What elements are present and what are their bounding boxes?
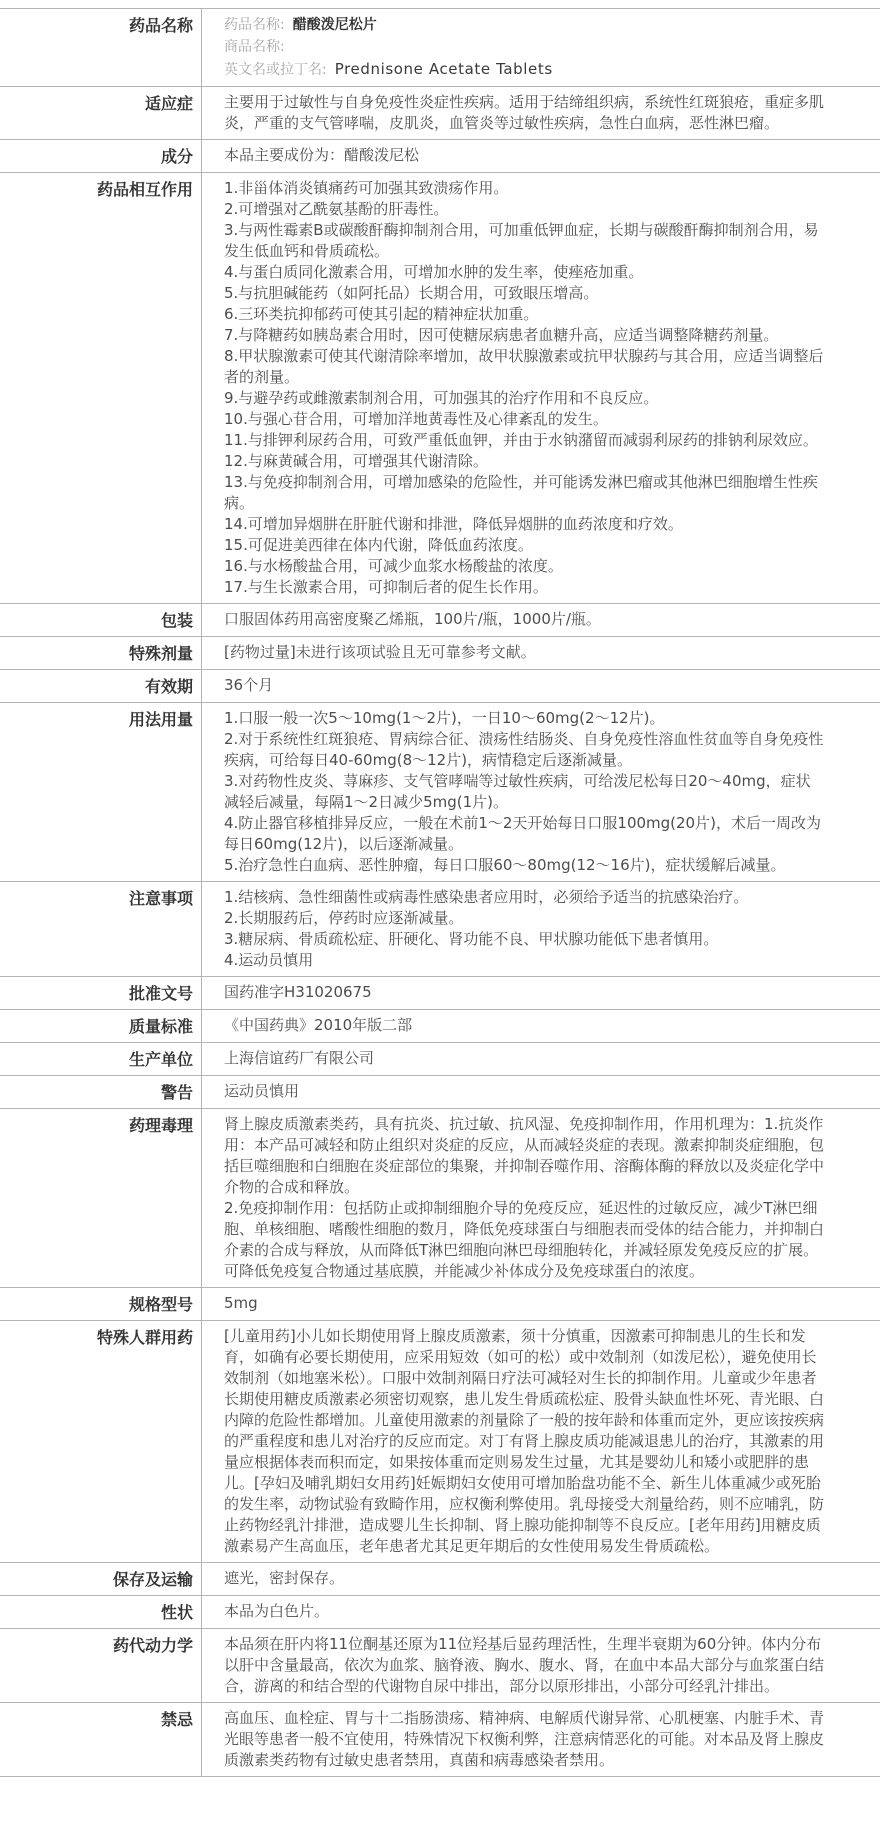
row-label: 适应症 — [0, 87, 202, 139]
content-paragraph: 3.对药物性皮炎、荨麻疹、支气管哮喘等过敏性疾病，可给泼尼松每日20～40mg，症状减轻后减量，每隔1～2日减少5mg(1片)。 — [224, 772, 811, 811]
content-paragraph: 1.结核病、急性细菌性或病毒性感染患者应用时，必须给予适当的抗感染治疗。 — [224, 888, 749, 906]
row-content — [202, 703, 880, 881]
row-label: 药代动力学 — [0, 1629, 202, 1702]
content-paragraph: 3.糖尿病、骨质疏松症、肝硬化、肾功能不良、甲状腺功能低下患者慎用。 — [224, 930, 719, 948]
row-label: 质量标准 — [0, 1010, 202, 1042]
content-paragraph: 36个月 — [224, 676, 274, 694]
row-drug-interactions — [0, 173, 880, 604]
row-content — [202, 977, 880, 1008]
row-usage-dosage — [0, 703, 880, 882]
content-paragraph: 10.与强心苷合用，可增加洋地黄毒性及心律紊乱的发生。 — [224, 410, 608, 428]
content-paragraph: 4.运动员慎用 — [224, 951, 314, 969]
row-label: 有效期 — [0, 670, 202, 702]
content-paragraph: 13.与免疫抑制剂合用，可增加感染的危险性，并可能诱发淋巴瘤或其他淋巴细胞增生性疾病。 — [224, 473, 818, 512]
row-label: 保存及运输 — [0, 1563, 202, 1595]
row-approval-number — [0, 977, 880, 1010]
trade-name-line — [224, 36, 825, 58]
field-value-english-name: Prednisone Acetate Tablets — [334, 60, 553, 78]
row-content — [202, 1629, 880, 1702]
content-paragraph: 7.与降糖药如胰岛素合用时，因可使糖尿病患者血糖升高，应适当调整降糖药剂量。 — [224, 326, 779, 344]
content-paragraph: 8.甲状腺激素可使其代谢清除率增加，故甲状腺激素或抗甲状腺药与其合用，应适当调整后者的剂量。 — [224, 347, 824, 386]
content-paragraph: 口服固体药用高密度聚乙烯瓶，100片/瓶，1000片/瓶。 — [224, 610, 601, 628]
row-content — [202, 1076, 880, 1107]
row-label: 生产单位 — [0, 1043, 202, 1075]
content-paragraph: 5.治疗急性白血病、恶性肿瘤，每日口服60～80mg(12～16片)，症状缓解后减量。 — [224, 856, 786, 874]
row-label: 药品相互作用 — [0, 173, 202, 603]
row-content — [202, 87, 880, 139]
row-components — [0, 140, 880, 173]
content-paragraph: 5.与抗胆碱能药（如阿托品）长期合用，可致眼压增高。 — [224, 284, 599, 302]
content-paragraph: 15.可促进美西律在体内代谢，降低血药浓度。 — [224, 536, 533, 554]
row-content — [202, 1703, 880, 1776]
content-paragraph: 5mg — [224, 1294, 258, 1312]
content-paragraph: 运动员慎用 — [224, 1082, 300, 1100]
content-paragraph: 16.与水杨酸盐合用，可减少血浆水杨酸盐的浓度。 — [224, 557, 563, 575]
row-label: 特殊人群用药 — [0, 1321, 202, 1562]
content-paragraph: 6.三环类抗抑郁药可使其引起的精神症状加重。 — [224, 305, 539, 323]
content-paragraph: 《中国药典》2010年版二部 — [224, 1016, 413, 1034]
content-paragraph: 主要用于过敏性与自身免疫性炎症性疾病。适用于结缔组织病，系统性红斑狼疮，重症多肌炎，严重的支气管哮喘，皮肌炎，血管炎等过敏性疾病，急性白血病，恶性淋巴瘤。 — [224, 93, 825, 132]
row-content — [202, 637, 880, 668]
row-storage-transport — [0, 1563, 880, 1596]
row-description — [0, 1596, 880, 1629]
row-label: 药品名称 — [0, 9, 202, 86]
row-label: 禁忌 — [0, 1703, 202, 1776]
content-paragraph: [药物过量]未进行该项试验且无可靠参考文献。 — [224, 643, 536, 661]
content-paragraph: 3.与两性霉素B或碳酸酐酶抑制剂合用，可加重低钾血症，长期与碳酸酐酶抑制剂合用，易发生低血钙和骨质疏松。 — [224, 221, 819, 260]
row-special-populations — [0, 1321, 880, 1563]
row-warning — [0, 1076, 880, 1109]
row-content — [202, 1010, 880, 1041]
content-paragraph: 1.非甾体消炎镇痛药可加强其致溃疡作用。 — [224, 179, 509, 197]
content-paragraph: 本品为白色片。 — [224, 1602, 330, 1620]
row-content — [202, 1043, 880, 1074]
content-paragraph: 4.与蛋白质同化激素合用，可增加水肿的发生率，使痤疮加重。 — [224, 263, 644, 281]
row-content — [202, 1596, 880, 1627]
row-content — [202, 173, 880, 603]
row-label: 用法用量 — [0, 703, 202, 881]
row-specification — [0, 1288, 880, 1321]
row-content — [202, 604, 880, 635]
row-label: 注意事项 — [0, 882, 202, 976]
row-content — [202, 1109, 880, 1287]
row-label: 批准文号 — [0, 977, 202, 1009]
content-paragraph: 17.与生长激素合用，可抑制后者的促生长作用。 — [224, 578, 548, 596]
row-content — [202, 1288, 880, 1319]
content-paragraph: 14.可增加异烟肼在肝脏代谢和排泄，降低异烟肼的血药浓度和疗效。 — [224, 515, 683, 533]
content-paragraph: 肾上腺皮质激素类药，具有抗炎、抗过敏、抗风湿、免疫抑制作用，作用机理为：1.抗炎作用：本产品可减轻和防止组织对炎症的反应，从而减轻炎症的表现。激素抑制炎症细胞，包括巨噬细胞和白细胞在炎症部位的集聚，并抑制吞噬作用、溶酶体酶的释放以及炎症化学中介物的合成和释放。 — [224, 1115, 825, 1196]
row-label: 警告 — [0, 1076, 202, 1108]
row-content — [202, 670, 880, 701]
content-paragraph: 2.可增强对乙酰氨基酚的肝毒性。 — [224, 200, 449, 218]
row-quality-standard — [0, 1010, 880, 1043]
content-paragraph: 本品须在肝内将11位酮基还原为11位羟基后显药理活性，生理半衰期为60分钟。体内分布以肝中含量最高，依次为血浆、脑脊液、胸水、腹水、肾，在血中本品大部分与血浆蛋白结合，游离的和结合型的代谢物自尿中排出，部分以原形排出，小部分可经乳汁排出。 — [224, 1635, 825, 1695]
content-paragraph: 11.与排钾利尿药合用，可致严重低血钾，并由于水钠潴留而减弱利尿药的排钠利尿效应。 — [224, 431, 818, 449]
drug-name-content — [202, 9, 880, 86]
row-content — [202, 1321, 880, 1562]
row-packaging — [0, 604, 880, 637]
row-content — [202, 1563, 880, 1594]
row-drug-name — [0, 9, 880, 87]
row-pharmacokinetics — [0, 1629, 880, 1703]
row-label: 性状 — [0, 1596, 202, 1628]
row-pharmacology-toxicology — [0, 1109, 880, 1288]
content-paragraph: 遮光，密封保存。 — [224, 1569, 345, 1587]
content-paragraph: [儿童用药]小儿如长期使用肾上腺皮质激素，须十分慎重，因激素可抑制患儿的生长和发育，如确有必要长期使用，应采用短效（如可的松）或中效制剂（如泼尼松），避免使用长效制剂（如地塞米松）。口服中效制剂隔日疗法可减轻对生长的抑制作用。儿童或少年患者长期使用糖皮质激素必须密切观察，患儿发生骨质疏松症、股骨头缺血性坏死、青光眼、白内障的危险性都增加。儿童使用激素的剂量除了一般的按年龄和体重而定外，更应该按疾病的严重程度和患儿对治疗的反应而定。对丁有肾上腺皮质功能减退患儿的治疗，其激素的用量应根据体表而积而定，如果按体重而定则易发生过量，尤其是婴幼儿和矮小或肥胖的患儿。[孕妇及哺乳期妇女用药]妊娠期妇女使用可增加胎盘功能不全、新生儿体重减少或死胎的发生率，动物试验有致畸作用，应权衡利弊使用。乳母接受大剂量给药，则不应哺乳，防止药物经乳汁排泄，造成婴儿生长抑制、肾上腺功能抑制等不良反应。[老年用药]用糖皮质激素易产生高血压，老年患者尤其足更年期后的女性使用易发生骨质疏松。 — [224, 1327, 825, 1555]
content-paragraph: 本品主要成份为：醋酸泼尼松 — [224, 146, 420, 164]
content-paragraph: 2.免疫抑制作用：包括防止或抑制细胞介导的免疫反应，延迟性的过敏反应，减少T淋巴细胞、单核细胞、嗜酸性细胞的数月，降低免疫球蛋白与细胞表而受体的结合能力，并抑制白介素的合成与释放，从而降低T淋巴细胞向淋巴母细胞转化，并减轻原发免疫反应的扩展。可降低免疫复合物通过基底膜，并能减少补体成分及免疫球蛋白的浓度。 — [224, 1199, 825, 1280]
row-label: 药理毒理 — [0, 1109, 202, 1287]
row-content — [202, 882, 880, 976]
row-label: 特殊剂量 — [0, 637, 202, 669]
row-special-dosage — [0, 637, 880, 670]
field-key: 英文名或拉丁名: — [224, 62, 327, 78]
drug-name-line — [224, 14, 825, 36]
row-label: 包装 — [0, 604, 202, 636]
row-shelf-life — [0, 670, 880, 703]
field-value-drug-name: 醋酸泼尼松片 — [292, 17, 377, 33]
row-label: 成分 — [0, 140, 202, 172]
drug-info-table — [0, 8, 880, 1777]
content-paragraph: 2.长期服药后，停药时应逐渐减量。 — [224, 909, 464, 927]
content-paragraph: 12.与麻黄碱合用，可增强其代谢清除。 — [224, 452, 488, 470]
content-paragraph: 国药准字H31020675 — [224, 983, 372, 1001]
row-manufacturer — [0, 1043, 880, 1076]
content-paragraph: 高血压、血栓症、胃与十二指肠溃疡、精神病、电解质代谢异常、心肌梗塞、内脏手术、青光眼等患者一般不宜使用，特殊情况下权衡利弊，注意病情恶化的可能。对本品及肾上腺皮质激素类药物有过敏史患者禁用，真菌和病毒感染者禁用。 — [224, 1709, 825, 1769]
field-key: 药品名称: — [224, 17, 285, 33]
content-paragraph: 9.与避孕药或雌激素制剂合用，可加强其的治疗作用和不良反应。 — [224, 389, 659, 407]
row-content — [202, 140, 880, 171]
content-paragraph: 上海信谊药厂有限公司 — [224, 1049, 375, 1067]
content-paragraph: 4.防止器官移植排异反应，一般在术前1～2天开始每日口服100mg(20片)，术后一周改为每日60mg(12片)，以后逐渐减量。 — [224, 814, 821, 853]
content-paragraph: 2.对于系统性红斑狼疮、胃病综合征、溃疡性结肠炎、自身免疫性溶血性贫血等自身免疫性疾病，可给每日40-60mg(8～12片)，病情稳定后逐渐减量。 — [224, 730, 824, 769]
english-name-line — [224, 58, 825, 81]
content-paragraph: 1.口服一般一次5～10mg(1～2片)，一日10～60mg(2～12片)。 — [224, 709, 665, 727]
row-indications — [0, 87, 880, 140]
row-precautions — [0, 882, 880, 977]
row-contraindications — [0, 1703, 880, 1777]
field-key: 商品名称: — [224, 39, 285, 55]
row-label: 规格型号 — [0, 1288, 202, 1320]
